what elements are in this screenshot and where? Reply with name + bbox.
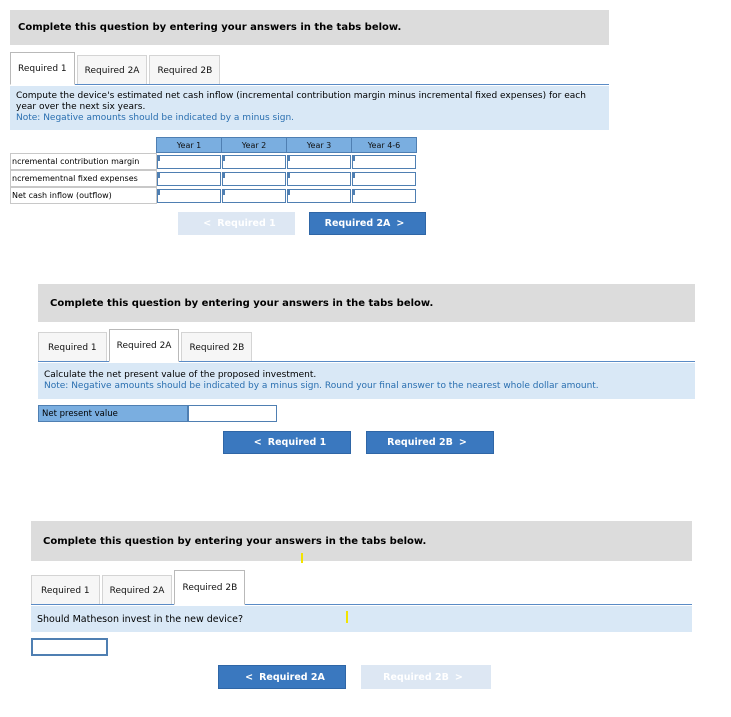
tab-required-2a[interactable]: Required 2A	[77, 55, 148, 85]
tab-required-1[interactable]: Required 1	[31, 575, 100, 605]
row-label-fixed-expenses: ncremementnal fixed expenses	[10, 170, 157, 187]
chevron-left-icon: <	[253, 437, 262, 448]
input-cm-year-2[interactable]	[222, 155, 286, 169]
input-fixed-year-3[interactable]	[287, 172, 351, 186]
instructions-banner: Complete this question by entering your answers in the tabs below.	[10, 10, 609, 45]
chevron-right-icon: >	[458, 437, 467, 448]
question-box	[10, 86, 609, 130]
next-button-required-2b[interactable]	[366, 431, 494, 454]
question-box	[31, 606, 692, 632]
input-fixed-year-4-6[interactable]	[352, 172, 416, 186]
question-text: Should Matheson invest in the new device?	[37, 614, 243, 625]
tab-required-2b[interactable]: Required 2B	[181, 332, 252, 362]
next-button-required-2b[interactable]	[361, 665, 491, 689]
tab-required-2a[interactable]: Required 2A	[102, 575, 173, 605]
chevron-right-icon: >	[454, 671, 463, 683]
prev-button-required-2a[interactable]	[218, 665, 346, 689]
tab-required-1[interactable]: Required 1	[38, 332, 107, 362]
prev-button-label: Required 1	[217, 218, 276, 229]
tab-bar	[31, 570, 247, 605]
tab-divider	[31, 604, 692, 605]
tab-bar	[10, 52, 222, 85]
question-text: Compute the device's estimated net cash inflow (incremental contribution margin minus incremental fixed expenses) for each year over the next six years.	[16, 91, 586, 112]
instructions-banner: Complete this question by entering your answers in the tabs below.	[38, 284, 695, 322]
text-cursor-marker	[346, 611, 348, 623]
next-button-label: Required 2B	[387, 437, 453, 448]
prev-button-label: Required 2A	[259, 671, 325, 683]
note-text: Note: Negative amounts should be indicated by a minus sign. Round your final answer to the nearest whole dollar amount.	[44, 381, 599, 391]
input-net-year-2[interactable]	[222, 189, 286, 203]
instructions-banner: Complete this question by entering your answers in the tabs below.	[31, 521, 692, 561]
column-header-year-4-6: Year 4-6	[351, 137, 417, 153]
question-box	[38, 363, 695, 399]
tab-divider	[10, 84, 609, 85]
prev-button-required-1[interactable]	[223, 431, 351, 454]
tab-required-1[interactable]: Required 1	[10, 52, 75, 85]
prev-button-required-1[interactable]	[178, 212, 295, 235]
tab-required-2a[interactable]: Required 2A	[109, 329, 180, 362]
row-label-contribution-margin: ncremental contribution margin	[10, 153, 157, 170]
chevron-right-icon: >	[396, 218, 405, 229]
input-net-year-4-6[interactable]	[352, 189, 416, 203]
input-cm-year-4-6[interactable]	[352, 155, 416, 169]
input-cm-year-1[interactable]	[157, 155, 221, 169]
npv-input[interactable]	[188, 405, 277, 422]
tab-bar	[38, 329, 254, 362]
answer-input[interactable]	[31, 638, 108, 656]
row-label-net-cash-inflow: Net cash inflow (outflow)	[10, 187, 157, 204]
chevron-left-icon: <	[245, 671, 254, 683]
column-header-year-1: Year 1	[156, 137, 222, 153]
question-text: Calculate the net present value of the proposed investment.	[44, 370, 317, 380]
input-net-year-1[interactable]	[157, 189, 221, 203]
column-header-year-3: Year 3	[286, 137, 352, 153]
text-cursor-marker	[301, 553, 303, 563]
input-fixed-year-2[interactable]	[222, 172, 286, 186]
next-button-required-2a[interactable]	[309, 212, 426, 235]
chevron-left-icon: <	[203, 218, 212, 229]
input-cm-year-3[interactable]	[287, 155, 351, 169]
column-header-year-2: Year 2	[221, 137, 287, 153]
npv-label: Net present value	[38, 405, 188, 422]
tab-required-2b[interactable]: Required 2B	[149, 55, 220, 85]
next-button-label: Required 2B	[383, 671, 449, 683]
prev-button-label: Required 1	[267, 437, 327, 448]
input-net-year-3[interactable]	[287, 189, 351, 203]
input-fixed-year-1[interactable]	[157, 172, 221, 186]
tab-required-2b[interactable]: Required 2B	[174, 570, 245, 605]
next-button-label: Required 2A	[324, 218, 391, 229]
note-text: Note: Negative amounts should be indicated by a minus sign.	[16, 113, 295, 123]
